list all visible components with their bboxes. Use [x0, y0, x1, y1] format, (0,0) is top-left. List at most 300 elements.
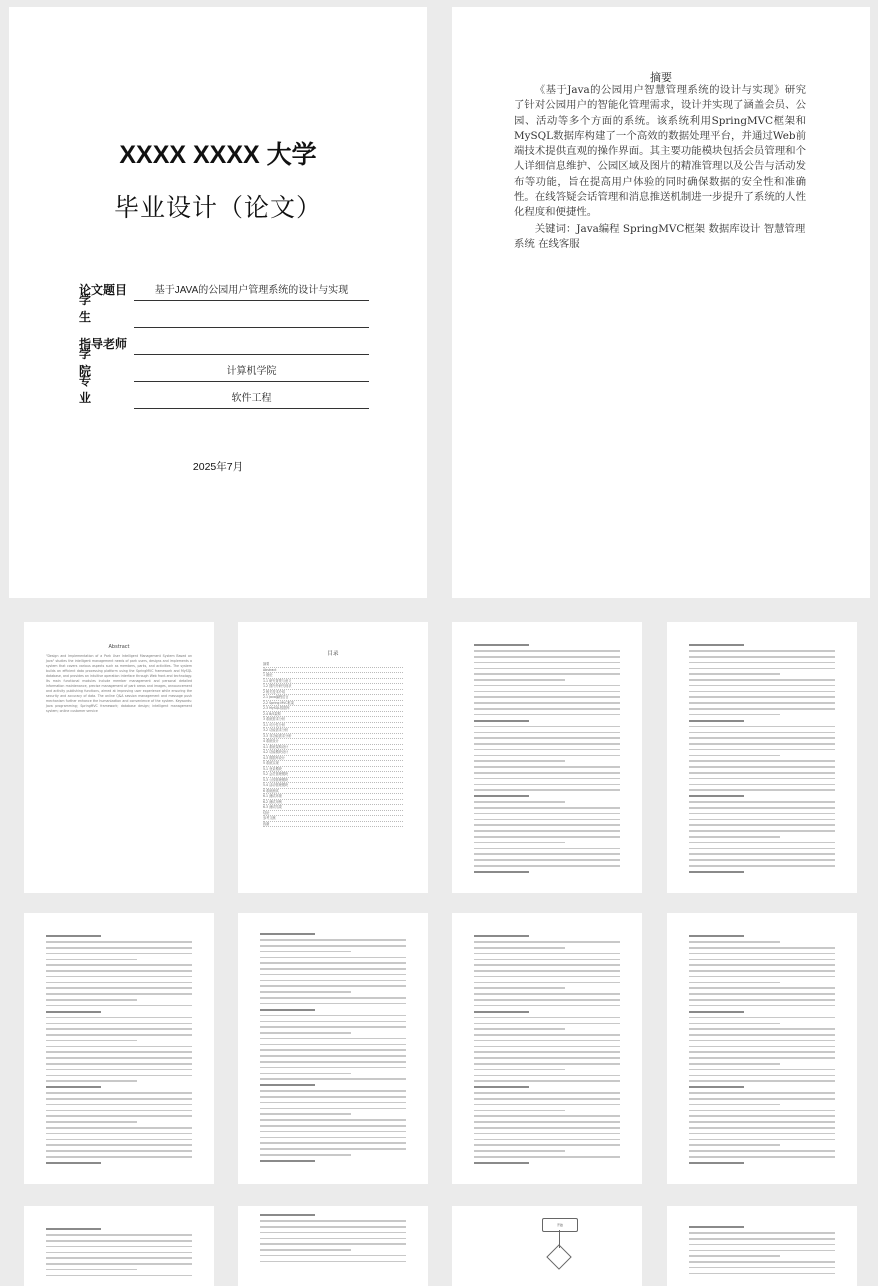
text-lines — [689, 935, 835, 1168]
text-line — [46, 1028, 192, 1030]
text-line — [689, 1011, 744, 1013]
text-line — [260, 1055, 406, 1057]
text-line — [474, 1069, 565, 1071]
text-line — [474, 696, 620, 698]
text-line — [260, 991, 351, 993]
text-lines — [474, 935, 620, 1168]
field-label-text: 学生 — [79, 293, 114, 324]
text-line — [689, 830, 835, 832]
text-line — [474, 749, 620, 751]
field-label-text: 学院 — [79, 347, 114, 378]
text-line — [474, 982, 620, 984]
text-line — [689, 766, 835, 768]
text-line — [474, 1150, 565, 1152]
toc-entry: 结论 — [263, 811, 403, 817]
text-line — [260, 1049, 406, 1051]
text-line — [46, 1086, 101, 1088]
text-line — [689, 1133, 835, 1135]
toc-entry: 5.3 公园管理模块 — [263, 778, 403, 784]
text-line — [689, 1069, 835, 1071]
toc-entry: 参考文献 — [263, 816, 403, 822]
text-line — [689, 836, 780, 838]
text-line — [689, 824, 835, 826]
text-line — [260, 1067, 406, 1069]
text-line — [474, 801, 565, 803]
text-line — [260, 1090, 406, 1092]
text-line — [689, 749, 835, 751]
text-line — [689, 982, 780, 984]
text-line — [46, 1150, 192, 1152]
text-line — [260, 933, 315, 935]
abstract-keywords: 关键词：Java编程 SpringMVC框架 数据库设计 智慧管理系统 在线客服 — [514, 223, 806, 251]
text-line — [474, 1144, 620, 1146]
text-line — [474, 824, 620, 826]
text-line — [474, 668, 620, 670]
text-line — [260, 968, 406, 970]
text-line — [474, 1098, 620, 1100]
text-line — [46, 1234, 192, 1236]
text-line — [474, 737, 620, 739]
toc-entry: 1.2 国内外研究现状 — [263, 684, 403, 690]
text-line — [260, 1108, 406, 1110]
text-line — [260, 1137, 406, 1139]
text-lines — [46, 935, 192, 1168]
text-line — [474, 871, 529, 873]
text-lines — [46, 1228, 192, 1280]
text-line — [689, 953, 835, 955]
text-line — [689, 935, 744, 937]
toc-entry: 摘要 — [263, 662, 403, 668]
text-line — [474, 1051, 620, 1053]
text-lines — [689, 644, 835, 877]
text-line — [474, 830, 620, 832]
text-line — [46, 1046, 192, 1048]
text-line — [689, 726, 835, 728]
field-value: 基于JAVA的公园用户管理系统的设计与实现 — [134, 282, 369, 301]
page-thumbnail-11[interactable] — [452, 1206, 642, 1286]
text-line — [46, 1275, 192, 1277]
text-lines — [260, 1214, 406, 1266]
text-line — [689, 941, 780, 943]
text-line — [260, 1038, 406, 1040]
text-line — [46, 993, 192, 995]
text-line — [474, 1086, 529, 1088]
text-line — [260, 1220, 406, 1222]
toc-entry: 1 绪论 — [263, 673, 403, 679]
cover-page — [9, 7, 427, 598]
text-line — [689, 947, 835, 949]
abstract-page — [452, 7, 870, 598]
toc-entry: 4.1 系统架构设计 — [263, 745, 403, 751]
text-line — [689, 755, 780, 757]
text-line — [474, 766, 620, 768]
text-line — [260, 1232, 406, 1234]
text-line — [689, 696, 835, 698]
toc-entry: 3.2 功能需求分析 — [263, 728, 403, 734]
text-line — [260, 974, 406, 976]
text-line — [474, 1115, 620, 1117]
text-line — [474, 807, 620, 809]
page-thumbnail-8[interactable] — [667, 913, 857, 1184]
text-line — [260, 1160, 315, 1162]
text-line — [474, 976, 620, 978]
toc-list — [263, 662, 403, 827]
text-line — [260, 1032, 351, 1034]
text-line — [474, 1040, 620, 1042]
text-line — [689, 976, 835, 978]
text-line — [689, 650, 835, 652]
toc-entry: 2.3 MySQL数据库 — [263, 706, 403, 712]
text-line — [46, 1263, 192, 1265]
toc-entry: Abstract — [263, 668, 403, 674]
text-line — [260, 1255, 406, 1257]
text-line — [689, 801, 835, 803]
text-line — [46, 1034, 192, 1036]
text-line — [689, 1244, 835, 1246]
field-value: 软件工程 — [134, 390, 369, 409]
text-line — [260, 997, 406, 999]
page-thumbnail-abstract-en[interactable] — [24, 622, 214, 893]
field-label — [79, 372, 129, 406]
text-line — [689, 691, 835, 693]
text-line — [689, 987, 835, 989]
text-line — [46, 999, 137, 1001]
text-line — [689, 1144, 780, 1146]
text-line — [474, 685, 620, 687]
text-line — [474, 1104, 620, 1106]
flowchart-start-box: 开始 — [542, 1218, 578, 1232]
page-thumbnail-9[interactable] — [24, 1206, 214, 1286]
text-line — [260, 1003, 406, 1005]
text-lines — [260, 933, 406, 1166]
text-line — [474, 959, 620, 961]
text-line — [46, 1011, 101, 1013]
text-line — [46, 1246, 192, 1248]
text-line — [474, 1046, 620, 1048]
text-line — [689, 1150, 835, 1152]
text-line — [474, 702, 620, 704]
text-line — [689, 1261, 835, 1263]
text-line — [46, 1257, 192, 1259]
page-thumbnail-toc[interactable] — [238, 622, 428, 893]
text-line — [689, 668, 835, 670]
text-line — [689, 1017, 835, 1019]
toc-entry: 4.3 数据库设计 — [263, 756, 403, 762]
page-thumbnail-12[interactable] — [667, 1206, 857, 1286]
text-line — [260, 1131, 406, 1133]
text-line — [46, 982, 192, 984]
text-line — [689, 865, 835, 867]
toc-entry: 4 系统设计 — [263, 739, 403, 745]
text-line — [474, 859, 620, 861]
text-line — [474, 720, 529, 722]
text-line — [689, 1121, 835, 1123]
text-line — [474, 1121, 620, 1123]
text-line — [474, 755, 620, 757]
text-line — [689, 720, 744, 722]
text-line — [260, 1096, 406, 1098]
text-line — [689, 1098, 835, 1100]
text-line — [689, 1104, 780, 1106]
text-line — [474, 784, 620, 786]
text-line — [474, 1139, 620, 1141]
text-line — [474, 987, 565, 989]
text-line — [474, 1092, 620, 1094]
text-line — [474, 993, 620, 995]
text-line — [689, 1127, 835, 1129]
text-line — [474, 789, 620, 791]
text-line — [46, 1240, 192, 1242]
text-line — [474, 778, 620, 780]
text-line — [474, 1011, 529, 1013]
toc-entry: 5.2 会员管理模块 — [263, 772, 403, 778]
abstract-title: 摘要 — [650, 71, 672, 84]
toc-entry: 6.3 测试结果 — [263, 805, 403, 811]
field-label: 指导老师 — [79, 337, 128, 351]
text-line — [689, 1139, 835, 1141]
text-line — [474, 656, 620, 658]
text-line — [46, 1017, 192, 1019]
text-line — [474, 743, 620, 745]
text-line — [260, 1243, 406, 1245]
text-line — [46, 941, 192, 943]
text-line — [689, 1086, 744, 1088]
text-line — [260, 951, 351, 953]
text-line — [474, 1017, 620, 1019]
text-line — [46, 964, 192, 966]
text-line — [474, 772, 620, 774]
toc-entry: 3.3 非功能需求分析 — [263, 734, 403, 740]
field-label-text: 专业 — [79, 374, 114, 405]
text-line — [689, 1057, 835, 1059]
text-line — [260, 962, 406, 964]
text-line — [260, 1084, 315, 1086]
text-line — [46, 1098, 192, 1100]
text-lines — [474, 644, 620, 877]
text-line — [689, 1051, 835, 1053]
text-line — [689, 848, 835, 850]
text-line — [689, 673, 780, 675]
toc-title: 目录 — [327, 651, 339, 657]
text-line — [46, 1127, 192, 1129]
text-line — [474, 760, 565, 762]
text-line — [46, 1252, 192, 1254]
text-line — [474, 679, 565, 681]
toc-entry: 6 系统测试 — [263, 789, 403, 795]
text-line — [689, 970, 835, 972]
university-name: XXXX XXXX 大学 — [119, 141, 317, 169]
text-line — [46, 1040, 137, 1042]
text-line — [689, 1040, 835, 1042]
text-line — [474, 1028, 565, 1030]
cover-date: 2025年7月 — [192, 461, 244, 473]
text-line — [474, 650, 620, 652]
text-line — [689, 842, 835, 844]
text-line — [260, 1226, 406, 1228]
text-line — [689, 1046, 835, 1048]
text-line — [46, 1133, 192, 1135]
text-line — [474, 848, 620, 850]
text-line — [689, 1092, 835, 1094]
text-line — [689, 1063, 780, 1065]
page-thumbnail-3[interactable] — [452, 622, 642, 893]
text-line — [689, 859, 835, 861]
page-thumbnail-4[interactable] — [667, 622, 857, 893]
text-line — [689, 1005, 835, 1007]
text-line — [689, 964, 835, 966]
text-line — [474, 795, 529, 797]
text-line — [689, 644, 744, 646]
text-line — [46, 1005, 192, 1007]
text-line — [474, 1063, 620, 1065]
text-line — [689, 1115, 835, 1117]
text-line — [474, 708, 620, 710]
text-line — [689, 819, 835, 821]
text-line — [689, 1255, 780, 1257]
text-line — [689, 778, 835, 780]
text-line — [474, 941, 620, 943]
text-line — [260, 1142, 406, 1144]
text-line — [260, 985, 406, 987]
text-line — [474, 1162, 529, 1164]
field-row-major — [79, 374, 369, 409]
page-thumbnail-7[interactable] — [452, 913, 642, 1184]
text-line — [260, 1009, 315, 1011]
toc-entry: 2.4 B/S架构 — [263, 712, 403, 718]
text-line — [46, 1051, 192, 1053]
text-line — [46, 970, 192, 972]
text-line — [46, 987, 192, 989]
page-thumbnail-10[interactable] — [238, 1206, 428, 1286]
text-line — [689, 732, 835, 734]
text-line — [260, 980, 406, 982]
toc-entry: 5 系统实现 — [263, 761, 403, 767]
text-line — [689, 1273, 835, 1275]
text-line — [689, 760, 835, 762]
flowchart-decision — [546, 1244, 571, 1269]
text-line — [689, 656, 835, 658]
field-value — [134, 327, 369, 328]
text-line — [474, 953, 620, 955]
page-thumbnail-5[interactable] — [24, 913, 214, 1184]
text-line — [260, 1154, 351, 1156]
text-line — [689, 959, 835, 961]
text-line — [689, 807, 835, 809]
text-line — [260, 1113, 351, 1115]
text-line — [474, 732, 620, 734]
text-line — [260, 957, 406, 959]
text-line — [474, 970, 620, 972]
text-line — [46, 1075, 192, 1077]
text-line — [260, 1238, 406, 1240]
toc-entry: 4.2 功能模块设计 — [263, 750, 403, 756]
thumbnail-text: "Design and Implementation of a Park User Intelligent Management System Based on Java" studies the intelligent management needs of park users, designs and implements a system that covers various aspects such as members, parks, and activities. The system builds an efficient data processing platform using the SpringMVC framework and MySQL database, and provides an intuitive operation interface through Web front-end technology. Its main functional modules include member management and personal detailed information maintenance, precise management of park areas and images, announcement and activity publishing functions, aimed at improving user experience while ensuring the security and accuracy of data. The online Q&A session management and message push mechanism further enhance the humanization and convenience of the system. Keywords: Java programming; SpringMVC framework; database design; intelligent management system; online customer service — [46, 654, 192, 713]
text-line — [474, 1127, 620, 1129]
text-line — [474, 1110, 565, 1112]
text-line — [474, 813, 620, 815]
text-line — [689, 714, 780, 716]
text-line — [689, 708, 835, 710]
text-line — [689, 737, 835, 739]
text-line — [689, 789, 835, 791]
text-line — [689, 1023, 780, 1025]
text-line — [260, 1119, 406, 1121]
text-line — [474, 1075, 620, 1077]
text-line — [46, 1115, 192, 1117]
text-line — [46, 1080, 137, 1082]
page-thumbnail-6[interactable] — [238, 913, 428, 1184]
text-line — [689, 685, 835, 687]
text-line — [260, 1073, 351, 1075]
field-label: 论文题目 — [79, 283, 128, 297]
text-line — [474, 865, 620, 867]
text-line — [474, 1005, 620, 1007]
text-line — [474, 1057, 620, 1059]
text-line — [474, 964, 620, 966]
text-line — [689, 772, 835, 774]
text-line — [46, 1162, 101, 1164]
text-line — [46, 1092, 192, 1094]
text-line — [46, 1110, 192, 1112]
text-line — [689, 662, 835, 664]
toc-entry: 2.2 Spring MVC框架 — [263, 701, 403, 707]
field-label — [79, 291, 129, 325]
text-line — [260, 1061, 406, 1063]
text-line — [46, 1156, 192, 1158]
toc-entry: 5.4 活动管理模块 — [263, 783, 403, 789]
text-line — [689, 743, 835, 745]
text-line — [689, 1232, 835, 1234]
text-line — [689, 1080, 835, 1082]
text-line — [260, 1021, 406, 1023]
text-line — [46, 1063, 192, 1065]
text-line — [260, 1261, 406, 1263]
text-line — [474, 691, 620, 693]
text-line — [474, 726, 620, 728]
text-line — [46, 1139, 192, 1141]
thumbnail-heading: Abstract — [108, 644, 130, 650]
text-line — [689, 784, 835, 786]
text-line — [260, 1214, 315, 1216]
toc-entry: 6.1 测试环境 — [263, 794, 403, 800]
text-line — [46, 1069, 192, 1071]
text-line — [689, 993, 835, 995]
text-line — [689, 1110, 835, 1112]
toc-entry: 3.1 可行性分析 — [263, 723, 403, 729]
text-line — [474, 947, 565, 949]
text-line — [260, 1044, 406, 1046]
text-line — [46, 1057, 192, 1059]
text-line — [260, 1148, 406, 1150]
field-value — [134, 354, 369, 355]
text-line — [689, 1156, 835, 1158]
toc-entry: 6.2 测试用例 — [263, 800, 403, 806]
text-line — [474, 673, 620, 675]
text-line — [474, 714, 620, 716]
text-lines — [689, 1226, 835, 1278]
toc-entry: 2.1 Java编程语言 — [263, 695, 403, 701]
text-line — [689, 679, 835, 681]
text-line — [474, 842, 565, 844]
text-line — [474, 1156, 620, 1158]
toc-entry: 2 相关技术介绍 — [263, 690, 403, 696]
toc-entry: 1.1 研究背景与意义 — [263, 679, 403, 685]
text-line — [474, 1080, 620, 1082]
text-line — [46, 1104, 192, 1106]
toc-entry: 致谢 — [263, 822, 403, 828]
text-line — [46, 947, 192, 949]
text-line — [46, 959, 137, 961]
